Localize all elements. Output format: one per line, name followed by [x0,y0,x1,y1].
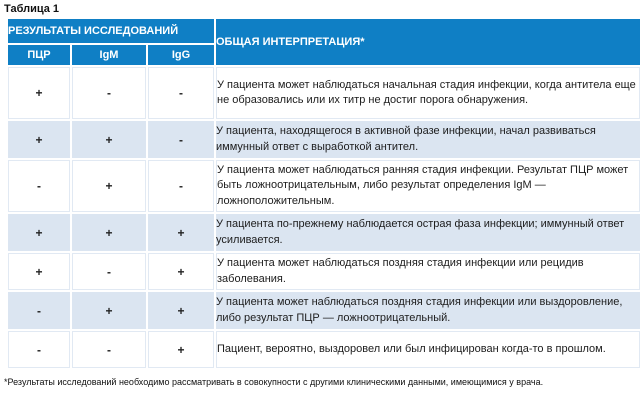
cell-igm: - [72,331,146,368]
cell-pcr: - [8,292,70,329]
table-caption: Таблица 1 [4,3,60,15]
cell-interpretation: У пациента может наблюдаться ранняя стадия инфекции. Результат ПЦР может быть ложноотрицательным, либо результат определения IgM — ложноположительным. [216,160,640,212]
cell-pcr: + [8,214,70,251]
cell-igm: + [72,214,146,251]
cell-igm: + [72,121,146,158]
table-row [8,160,640,212]
cell-igm: - [72,67,146,119]
header-igm: IgM [72,45,146,65]
cell-igm: - [72,253,146,290]
results-table [6,17,642,370]
cell-pcr: - [8,160,70,212]
cell-igg: + [148,214,214,251]
table-row [8,121,640,158]
table-row [8,253,640,290]
cell-igg: + [148,331,214,368]
cell-interpretation: У пациента может наблюдаться поздняя стадия инфекции или рецидив заболевания. [216,253,640,290]
header-pcr: ПЦР [8,45,70,65]
cell-interpretation: У пациента по-прежнему наблюдается острая фаза инфекции; иммунный ответ усиливается. [216,214,640,251]
cell-pcr: + [8,253,70,290]
header-igg: IgG [148,45,214,65]
cell-interpretation: У пациента может наблюдаться начальная стадия инфекции, когда антитела еще не образовались или их титр не достиг порога обнаружения. [216,67,640,119]
cell-igm: + [72,292,146,329]
table-row [8,331,640,368]
table-row [8,292,640,329]
table-row [8,67,640,119]
cell-igg: - [148,67,214,119]
cell-pcr: + [8,121,70,158]
cell-igg: + [148,253,214,290]
footnote: *Результаты исследований необходимо рассматривать в совокупности с другими клиническими данными, имеющимися у врача. [4,377,544,387]
cell-igg: - [148,121,214,158]
cell-igm: + [72,160,146,212]
cell-interpretation: Пациент, вероятно, выздоровел или был инфицирован когда-то в прошлом. [216,331,640,368]
cell-interpretation: У пациента может наблюдаться поздняя стадия инфекции или выздоровление, либо результат ПЦР — ложноотрицательный. [216,292,640,329]
header-results-group: РЕЗУЛЬТАТЫ ИССЛЕДОВАНИЙ [8,19,214,43]
cell-interpretation: У пациента, находящегося в активной фазе инфекции, начал развиваться иммунный ответ с выработкой антител. [216,121,640,158]
cell-pcr: - [8,331,70,368]
cell-igg: - [148,160,214,212]
header-interpretation: ОБЩАЯ ИНТЕРПРЕТАЦИЯ* [216,19,640,65]
cell-pcr: + [8,67,70,119]
table-row [8,214,640,251]
cell-igg: + [148,292,214,329]
